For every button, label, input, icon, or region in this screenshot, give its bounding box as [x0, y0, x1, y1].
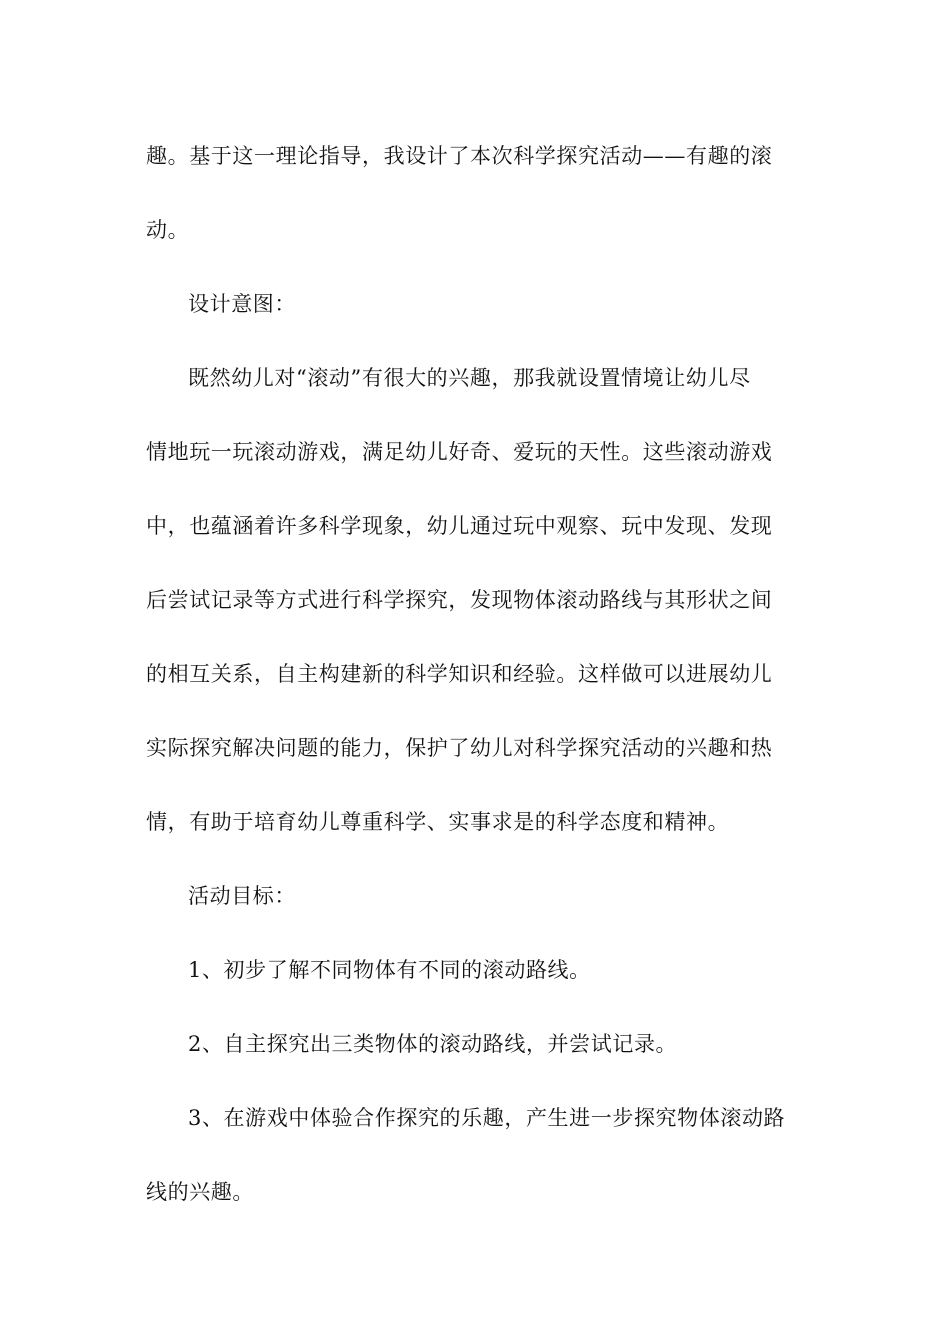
paragraph-line: 既然幼儿对“滚动”有很大的兴趣，那我就设置情境让幼儿尽	[188, 366, 751, 390]
goal-item-1: 1、初步了解不同物体有不同的滚动路线。	[188, 958, 591, 982]
paragraph-line: 情，有助于培育幼儿尊重科学、实事求是的科学态度和精神。	[146, 810, 730, 834]
paragraph-line: 趣。基于这一理论指导，我设计了本次科学探究活动——有趣的滚	[146, 144, 773, 168]
section-heading-design-intent: 设计意图：	[188, 292, 296, 316]
paragraph-line: 的相互关系，自主构建新的科学知识和经验。这样做可以进展幼儿	[146, 662, 773, 686]
paragraph-line: 实际探究解决问题的能力，保护了幼儿对科学探究活动的兴趣和热	[146, 736, 773, 760]
paragraph-line: 中，也蕴涵着许多科学现象，幼儿通过玩中观察、玩中发现、发现	[146, 514, 773, 538]
goal-item-3: 3、在游戏中体验合作探究的乐趣，产生进一步探究物体滚动路	[188, 1106, 786, 1130]
paragraph-line: 情地玩一玩滚动游戏，满足幼儿好奇、爱玩的天性。这些滚动游戏	[146, 440, 773, 464]
paragraph-line: 动。	[146, 218, 190, 242]
goal-item-2: 2、自主探究出三类物体的滚动路线，并尝试记录。	[188, 1032, 678, 1056]
section-heading-activity-goals: 活动目标：	[188, 884, 296, 908]
goal-item-3-continued: 线的兴趣。	[146, 1180, 254, 1204]
paragraph-line: 后尝试记录等方式进行科学探究，发现物体滚动路线与其形状之间	[146, 588, 773, 612]
